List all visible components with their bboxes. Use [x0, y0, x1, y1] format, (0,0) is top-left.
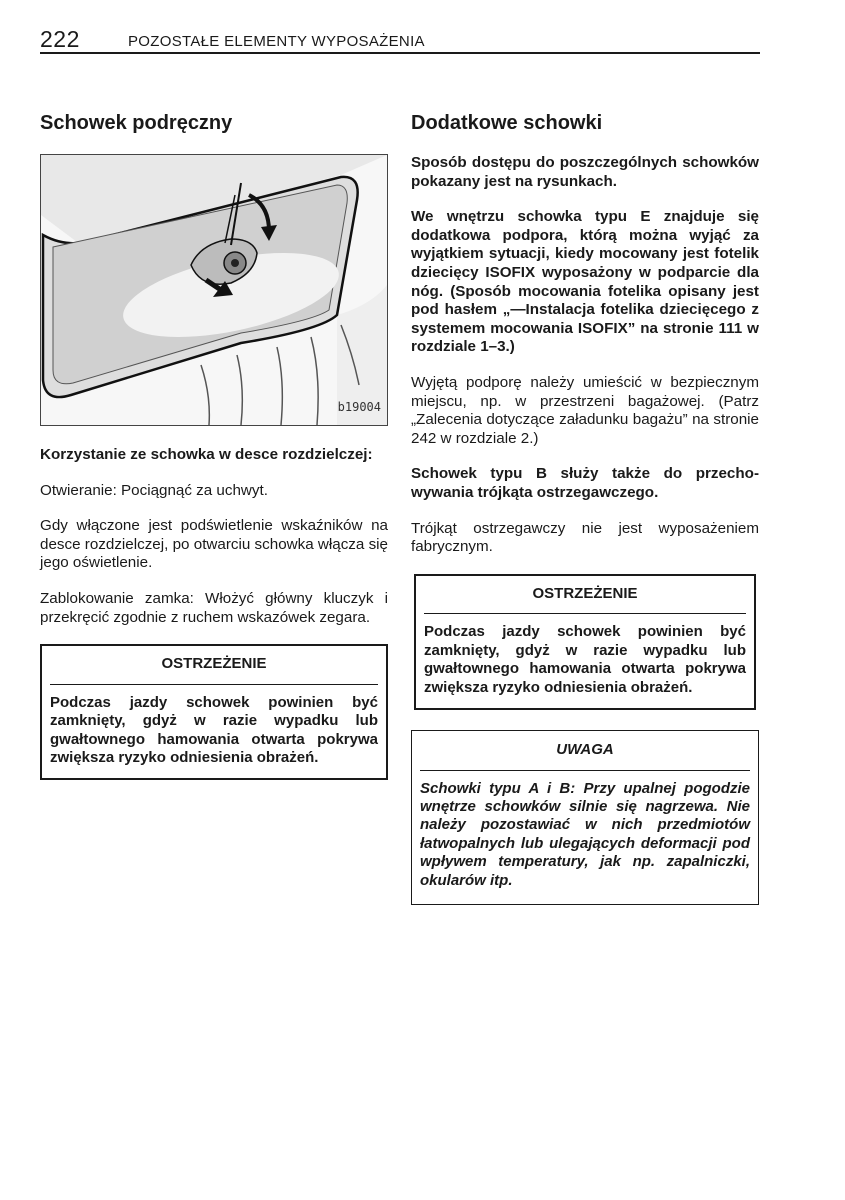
paragraph-triangle-note: Trójkąt ostrzegawczy nie jest wyposażeniem fabrycznym. [411, 519, 759, 556]
header-rule [40, 52, 760, 54]
warning-title: OSTRZEŻENIE [50, 655, 378, 685]
paragraph-support: We wnętrzu schowka typu E znajduje się dodatkowa podpora, którą można wyjąć za wyjątkiem sytuacji, kiedy mocowany jest fotelik dziecięcy ISOFIX wyposażony w podparcie dla nóg. (Sposób mocowania fotelika opisany jest pod hasłem „—Instalacja fotelika dziecięcego z systemem mocowania ISOFIX” na stronie 111 w rozdziale 1–3.) [411, 208, 759, 356]
glovebox-drawing [41, 155, 387, 425]
left-column [40, 110, 388, 800]
warning-text: Podczas jazdy schowek powinien być zamknięty, gdyż w razie wypadku lub gwałtownego hamowania otwarta pokrywa zwiększa ryzyko odniesienia obrażeń. [50, 693, 378, 766]
warning-title: OSTRZEŻENIE [424, 585, 746, 615]
paragraph-access: Sposób dostępu do poszczególnych schowków pokazany jest na rysunkach. [411, 154, 759, 190]
note-title: UWAGA [420, 741, 750, 771]
additional-storage-heading: Dodatkowe schowki [411, 112, 603, 134]
usage-subheading: Korzystanie ze schowka w desce rozdzielczej: [40, 446, 373, 463]
warning-box-right [414, 574, 756, 710]
note-box [411, 730, 759, 905]
glovebox-illustration [40, 154, 388, 426]
page-number: 222 [40, 26, 80, 52]
glovebox-heading: Schowek podręczny [40, 112, 233, 134]
warning-text: Podczas jazdy schowek powinien być zamknięty, gdyż w razie wypadku lub gwałtownego hamowania otwarta pokrywa zwiększa ryzyko odniesienia obrażeń. [424, 623, 746, 696]
paragraph-support-storage: Wyjętą podporę należy umieścić w bezpiecznym miejscu, np. w przestrzeni bagażowej. (Patrz „Zalecenia dotyczące załadunku bagażu” na stronie 242 w rozdziale 2.) [411, 373, 759, 447]
paragraph-opening: Otwieranie: Pociągnąć za uchwyt. [40, 481, 268, 499]
page-header [40, 26, 760, 54]
figure-code: b19004 [337, 400, 381, 415]
warning-box-left [40, 644, 388, 780]
section-title: POZOSTAŁE ELEMENTY WYPOSAŻENIA [128, 33, 425, 50]
paragraph-lighting: Gdy włączone jest podświetlenie wskaźników na desce rozdzielczej, po otwarciu schowka włącza się jego oświetlenie. [40, 517, 388, 572]
right-column [411, 110, 759, 925]
paragraph-triangle: Schowek typu B służy także do przechowywania trójkąta ostrzegawczego. [411, 465, 759, 501]
paragraph-locking: Zablokowanie zamka: Włożyć główny kluczyk i przekręcić zgodnie z ruchem wskazówek zegara. [40, 589, 388, 626]
note-text: Schowki typu A i B: Przy upalnej pogodzie wnętrze schowków silnie się nagrzewa. Nie należy pozostawiać w nich przedmiotów łatwopalnych lub ulegających deformacji pod wpływem temperatury, jak np. zapalniczki, okularów itp. [420, 779, 750, 889]
